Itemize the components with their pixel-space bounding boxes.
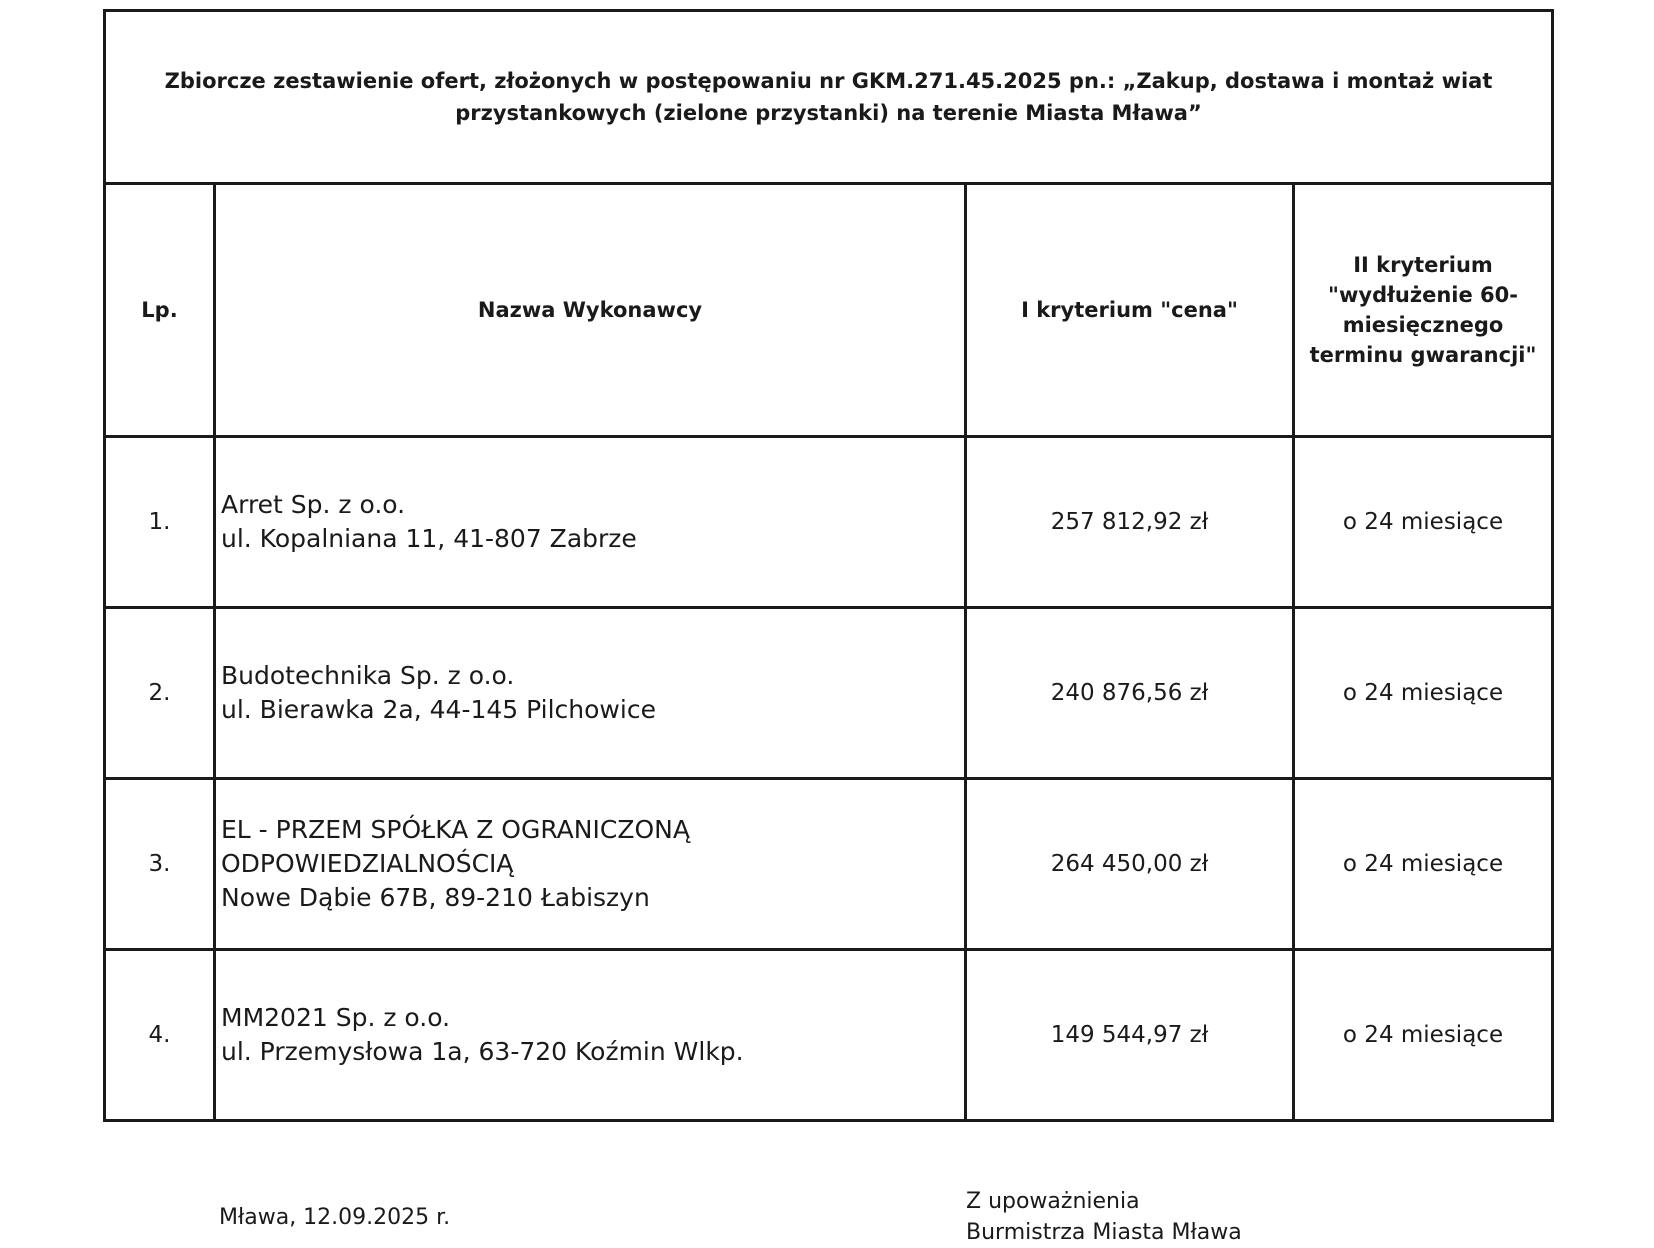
row-lp: 3. (105, 779, 215, 950)
row-lp: 1. (105, 437, 215, 608)
contractor-name-cont: ODPOWIEDZIALNOŚCIĄ (221, 849, 514, 878)
title-row (105, 11, 1553, 184)
header-warranty-line-4: terminu gwarancji" (1309, 343, 1537, 367)
signature-authority (966, 1186, 1242, 1248)
row-contractor (215, 950, 966, 1121)
contractor-name: MM2021 Sp. z o.o. (221, 1003, 451, 1032)
header-name: Nazwa Wykonawcy (215, 184, 966, 437)
row-price: 149 544,97 zł (966, 950, 1294, 1121)
contractor-name: Budotechnika Sp. z o.o. (221, 661, 515, 690)
contractor-address: ul. Bierawka 2a, 44-145 Pilchowice (221, 695, 656, 724)
row-price: 264 450,00 zł (966, 779, 1294, 950)
authority-line-2: Burmistrza Miasta Mława (966, 1220, 1242, 1245)
place-and-date: Mława, 12.09.2025 r. (219, 1205, 451, 1230)
header-price: I kryterium "cena" (966, 184, 1294, 437)
row-warranty: o 24 miesiące (1294, 779, 1553, 950)
row-lp: 2. (105, 608, 215, 779)
row-lp: 4. (105, 950, 215, 1121)
table-row (105, 779, 1553, 950)
title-line-2: przystankowych (zielone przystanki) na terenie Miasta Mława” (455, 101, 1202, 125)
contractor-address: ul. Kopalniana 11, 41-807 Zabrze (221, 524, 637, 553)
contractor-address: Nowe Dąbie 67B, 89-210 Łabiszyn (221, 883, 650, 912)
contractor-address: ul. Przemysłowa 1a, 63-720 Koźmin Wlkp. (221, 1037, 744, 1066)
row-warranty: o 24 miesiące (1294, 437, 1553, 608)
row-price: 257 812,92 zł (966, 437, 1294, 608)
row-contractor (215, 608, 966, 779)
header-lp: Lp. (105, 184, 215, 437)
row-warranty: o 24 miesiące (1294, 608, 1553, 779)
header-warranty-line-3: miesięcznego (1342, 313, 1504, 337)
header-row (105, 184, 1553, 437)
row-price: 240 876,56 zł (966, 608, 1294, 779)
authority-line-1: Z upoważnienia (966, 1189, 1140, 1214)
header-warranty-line-1: II kryterium (1353, 253, 1493, 277)
table-row (105, 950, 1553, 1121)
header-warranty (1294, 184, 1553, 437)
document-title (105, 11, 1553, 184)
title-line-1: Zbiorcze zestawienie ofert, złożonych w postępowaniu nr GKM.271.45.2025 pn.: „Zakup, dostawa i montaż wiat (164, 69, 1493, 93)
row-contractor (215, 779, 966, 950)
table-row (105, 608, 1553, 779)
offers-table (103, 9, 1554, 1122)
row-contractor (215, 437, 966, 608)
contractor-name: Arret Sp. z o.o. (221, 490, 406, 519)
row-warranty: o 24 miesiące (1294, 950, 1553, 1121)
header-warranty-line-2: "wydłużenie 60- (1328, 283, 1518, 307)
table-row (105, 437, 1553, 608)
contractor-name: EL - PRZEM SPÓŁKA Z OGRANICZONĄ (221, 815, 690, 844)
